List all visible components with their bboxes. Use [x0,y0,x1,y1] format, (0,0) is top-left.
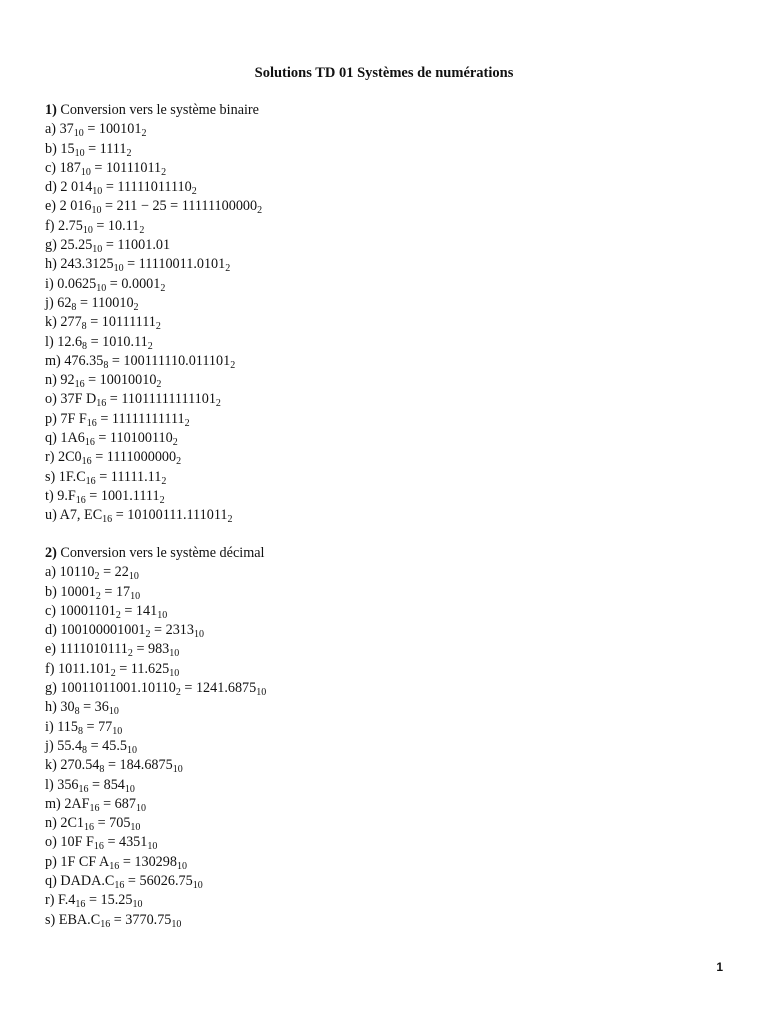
base-subscript: 2 [110,667,116,679]
number-text: DADA.C [60,873,115,890]
item-label: n) [45,815,57,832]
number-text: = 110010 [76,294,134,311]
base-subscript: 8 [103,359,109,371]
list-item [45,410,262,429]
base-subscript: 2 [94,571,100,583]
number-text: = 1111 [84,140,127,157]
list-item [45,776,266,795]
item-label: o) [45,834,57,851]
number-text: 37F D [60,391,97,408]
item-label: i) [45,718,54,735]
list-item [45,795,266,814]
base-subscript: 10 [130,822,141,834]
base-subscript: 8 [71,301,77,313]
base-subscript: 10 [130,590,141,602]
item-label: r) [45,892,55,909]
section-heading-text: Conversion vers le système décimal [60,545,265,561]
base-subscript: 2 [133,301,139,313]
base-subscript: 2 [115,609,121,621]
list-item [45,159,262,178]
base-subscript: 10 [113,263,124,275]
number-text: = 705 [94,815,131,832]
number-text: 115 [57,718,78,735]
base-subscript: 8 [82,340,88,352]
number-text: = 11011111111101 [106,391,216,408]
number-text: 100100001001 [60,622,146,639]
number-text: 25.25 [60,237,93,254]
number-text: 476.35 [64,352,104,369]
base-subscript: 8 [99,764,105,776]
number-text: 1F.C [58,468,86,485]
base-subscript: 10 [192,880,203,892]
list-item [45,814,266,833]
item-label: c) [45,159,57,176]
number-text: 2C0 [58,449,82,466]
list-item [45,853,266,872]
page-number: 1 [716,960,723,974]
number-text: 0.0625 [57,275,97,292]
item-label: m) [45,352,61,369]
item-label: s) [45,911,56,928]
base-subscript: 16 [109,860,120,872]
item-label: j) [45,294,54,311]
number-text: = 56026.75 [124,873,193,890]
number-text: = 3770.75 [110,911,172,928]
base-subscript: 10 [147,841,158,853]
number-text: = 854 [88,776,125,793]
base-subscript: 10 [169,648,180,660]
number-text: = 100101 [83,121,142,138]
list-item [45,872,266,891]
base-subscript: 2 [215,398,221,410]
base-subscript: 10 [80,166,91,178]
list-item [45,255,262,274]
number-text: A7, EC [59,507,103,524]
number-text: = 2313 [150,622,194,639]
base-subscript: 16 [114,880,125,892]
list-item [45,911,266,930]
item-label: d) [45,622,57,639]
base-subscript: 16 [84,437,95,449]
number-text: = 687 [99,795,136,812]
base-subscript: 16 [89,802,100,814]
number-text: = 1010.11 [87,333,148,350]
list-item [45,640,266,659]
number-text: = 141 [120,602,158,619]
number-text: 7F F [60,410,87,427]
list-item [45,833,266,852]
list-item [45,679,266,698]
list-item [45,563,266,582]
number-text: 1A6 [60,430,85,447]
list-item [45,602,266,621]
number-text: F.4 [58,892,76,909]
number-text: 9.F [57,487,76,504]
number-text: = 983 [132,641,170,658]
base-subscript: 2 [156,379,162,391]
item-label: l) [45,776,54,793]
base-subscript: 2 [141,128,147,140]
number-text: 2 016 [59,198,92,215]
base-subscript: 2 [230,359,236,371]
number-text: = 110100110 [94,430,173,447]
item-list [45,120,262,525]
number-text: 12.6 [57,333,83,350]
base-subscript: 2 [139,224,145,236]
item-label: h) [45,256,57,273]
item-label: m) [45,795,61,812]
number-text: 10001 [60,583,96,600]
list-item [45,891,266,910]
base-subscript: 16 [84,822,95,834]
base-subscript: 16 [81,456,92,468]
item-label: s) [45,468,56,485]
base-subscript: 10 [96,282,107,294]
number-text: = 10111111 [86,314,156,331]
base-subscript: 10 [108,706,119,718]
list-item [45,583,266,602]
item-label: d) [45,179,57,196]
list-item [45,313,262,332]
number-text: 92 [60,372,75,389]
list-item [45,468,262,487]
number-text: 30 [60,699,75,716]
base-subscript: 2 [145,629,151,641]
list-item [45,506,262,525]
base-subscript: 10 [73,128,84,140]
number-text: = 11111111111 [96,410,185,427]
item-label: h) [45,699,57,716]
base-subscript: 10 [172,764,183,776]
list-item [45,236,262,255]
base-subscript: 10 [126,744,137,756]
base-subscript: 10 [74,147,85,159]
item-label: o) [45,391,57,408]
item-label: c) [45,602,57,619]
base-subscript: 2 [160,282,166,294]
item-label: f) [45,217,55,234]
base-subscript: 2 [172,437,178,449]
number-text: = 10100111.111011 [112,507,228,524]
section-heading [45,101,262,120]
number-text: 187 [59,159,81,176]
item-label: r) [45,449,55,466]
number-text: = 10111011 [90,159,162,176]
number-text: EBA.C [58,911,101,928]
item-label: k) [45,314,57,331]
list-item [45,698,266,717]
base-subscript: 2 [225,263,231,275]
number-text: 2C1 [60,815,85,832]
base-subscript: 10 [176,860,187,872]
item-label: g) [45,237,57,254]
item-list [45,563,266,930]
base-subscript: 8 [77,725,83,737]
number-text: = 10010010 [84,372,157,389]
base-subscript: 16 [86,417,97,429]
number-text: 10110 [59,564,95,581]
item-label: k) [45,757,57,774]
base-subscript: 2 [227,514,233,526]
number-text: 1011.101 [58,660,111,677]
list-item [45,275,262,294]
item-label: i) [45,275,54,292]
base-subscript: 2 [161,475,167,487]
list-item [45,487,262,506]
list-item [45,352,262,371]
base-subscript: 16 [74,379,85,391]
base-subscript: 2 [176,456,182,468]
number-text: = 11001.01 [102,237,171,254]
base-subscript: 10 [92,186,103,198]
base-subscript: 16 [85,475,96,487]
number-text: 10F F [60,834,94,851]
base-subscript: 10 [112,725,123,737]
base-subscript: 10 [128,571,139,583]
base-subscript: 16 [102,514,113,526]
section-heading-text: Conversion vers le système binaire [60,102,259,118]
number-text: = 11111011110 [102,179,192,196]
page-title: Solutions TD 01 Systèmes de numérations [254,65,514,81]
item-label: f) [45,660,55,677]
item-label: e) [45,198,57,215]
base-subscript: 10 [82,224,93,236]
number-text: 356 [57,776,79,793]
section-number: 1) [45,102,57,118]
item-label: a) [45,121,57,138]
item-label: a) [45,564,57,581]
list-item [45,333,262,352]
item-label: e) [45,641,57,658]
number-text: = 1241.6875 [180,680,257,697]
number-text: = 36 [79,699,109,716]
number-text: 243.3125 [60,256,114,273]
item-label: u) [45,507,57,524]
item-label: t) [45,487,54,504]
base-subscript: 10 [169,667,180,679]
base-subscript: 16 [75,494,86,506]
item-label: q) [45,873,57,890]
list-item [45,178,262,197]
number-text: = 11111.11 [95,468,162,485]
number-text: = 0.0001 [106,275,161,292]
list-item [45,390,262,409]
list-item [45,737,266,756]
number-text: 10011011001.10110 [60,680,176,697]
base-subscript: 10 [135,802,146,814]
number-text: 2AF [64,795,90,812]
number-text: = 211 − 25 = 11111100000 [101,198,258,215]
item-label: j) [45,737,54,754]
list-item [45,429,262,448]
base-subscript: 16 [78,783,89,795]
base-subscript: 8 [74,706,80,718]
number-text: = 1001.1111 [85,487,160,504]
section-binary-conversion [45,101,262,526]
number-text: = 1111000000 [91,449,177,466]
base-subscript: 2 [191,186,197,198]
list-item [45,140,262,159]
list-item [45,294,262,313]
number-text: = 10.11 [92,217,140,234]
base-subscript: 2 [257,205,263,217]
number-text: = 15.25 [85,892,133,909]
section-heading [45,544,266,563]
base-subscript: 8 [82,744,88,756]
list-item [45,718,266,737]
number-text: = 184.6875 [104,757,173,774]
item-label: b) [45,140,57,157]
base-subscript: 2 [147,340,153,352]
number-text: 1111010111 [59,641,128,658]
base-subscript: 10 [91,205,102,217]
base-subscript: 10 [132,899,143,911]
base-subscript: 2 [161,166,167,178]
item-label: p) [45,853,57,870]
base-subscript: 16 [93,841,104,853]
number-text: = 100111110.011101 [108,352,231,369]
number-text: = 45.5 [87,737,127,754]
base-subscript: 2 [155,321,161,333]
base-subscript: 2 [184,417,190,429]
list-item [45,660,266,679]
number-text: 37 [59,121,74,138]
number-text: 270.54 [60,757,100,774]
item-label: n) [45,372,57,389]
list-item [45,371,262,390]
item-label: q) [45,430,57,447]
number-text: 2.75 [58,217,83,234]
number-text: = 22 [99,564,129,581]
number-text: 10001101 [59,602,116,619]
number-text: 15 [60,140,75,157]
number-text: 277 [60,314,82,331]
number-text: 2 014 [60,179,93,196]
base-subscript: 10 [92,244,103,256]
list-item [45,756,266,775]
list-item [45,197,262,216]
section-decimal-conversion [45,544,266,930]
item-label: b) [45,583,57,600]
base-subscript: 2 [175,687,181,699]
number-text: = 130298 [119,853,177,870]
base-subscript: 10 [124,783,135,795]
base-subscript: 10 [171,918,182,930]
number-text: = 11.625 [115,660,170,677]
base-subscript: 16 [100,918,111,930]
base-subscript: 10 [256,687,267,699]
item-label: p) [45,410,57,427]
item-label: g) [45,680,57,697]
number-text: = 11110011.0101 [123,256,226,273]
section-number: 2) [45,545,57,561]
list-item [45,217,262,236]
list-item [45,621,266,640]
item-label: l) [45,333,54,350]
base-subscript: 2 [159,494,165,506]
number-text: = 77 [82,718,113,735]
base-subscript: 10 [193,629,204,641]
base-subscript: 8 [81,321,87,333]
list-item [45,120,262,139]
number-text: = 17 [100,583,131,600]
base-subscript: 2 [126,147,132,159]
base-subscript: 16 [96,398,107,410]
list-item [45,448,262,467]
base-subscript: 10 [157,609,168,621]
number-text: 1F CF A [60,853,110,870]
number-text: 55.4 [57,737,83,754]
base-subscript: 2 [127,648,133,660]
number-text: = 4351 [103,834,148,851]
base-subscript: 2 [95,590,101,602]
base-subscript: 16 [75,899,86,911]
number-text: 62 [57,294,72,311]
